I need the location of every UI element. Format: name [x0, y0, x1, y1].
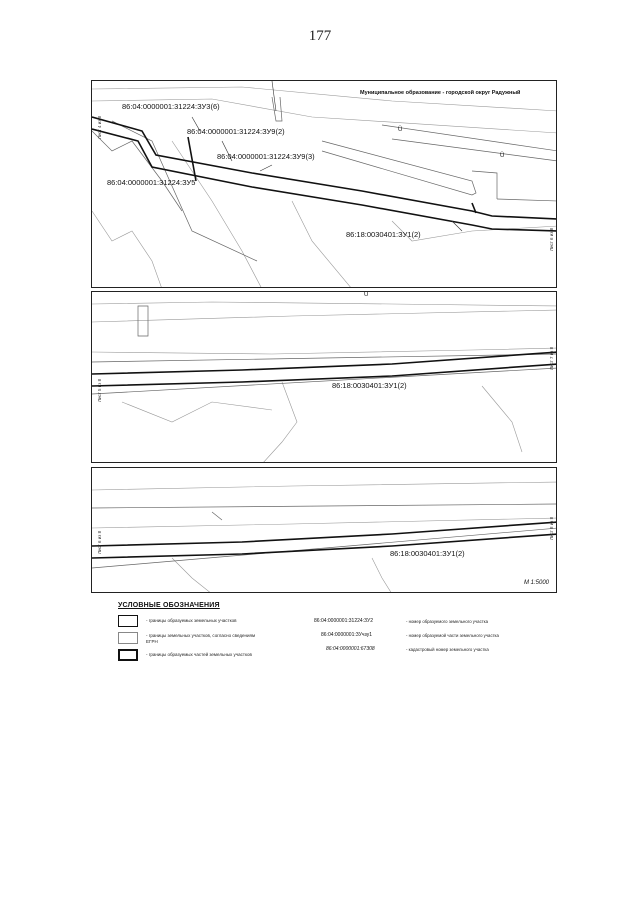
parcel-boundary-line — [92, 482, 557, 490]
legend-title: УСЛОВНЫЕ ОБОЗНАЧЕНИЯ — [118, 602, 220, 609]
parcel-boundary-line — [92, 211, 162, 288]
parcel-boundary-line — [482, 386, 522, 452]
map-header: Муниципальное образование - городской округ Радужный — [360, 90, 521, 96]
legend-item: - границы образуемых земельных участков — [146, 618, 237, 623]
egrn-boundary — [272, 97, 282, 121]
sheet-side-label-right: Лист 7 из 8 — [549, 346, 554, 370]
map-panel-2 — [91, 291, 557, 463]
map-drawing-3 — [92, 468, 557, 593]
parcel-boundary-line — [92, 310, 557, 322]
leader-line — [260, 165, 272, 171]
map-scale: М 1:5000 — [524, 580, 550, 586]
map-panel-3 — [91, 467, 557, 593]
sheet-side-label-right: Лист 6 из 8 — [549, 227, 554, 251]
parcel-boundary-line — [122, 402, 272, 422]
egrn-boundary — [92, 504, 557, 508]
legend-code: 86:04:0000001:67308 — [326, 646, 375, 652]
legend-swatch-egrn — [118, 632, 138, 644]
map-mark: Ü — [364, 292, 369, 298]
legend-item: - границы земельных участков, согласно сведениям ЕГРН — [146, 633, 256, 645]
legend-code-desc: - кадастровый номер земельного участка — [406, 647, 489, 652]
sheet-side-label-right: Лист 8 из 8 — [549, 516, 554, 540]
legend-code: 86:04:0000001:ЗУчзу1 — [321, 632, 373, 638]
legend-code: 86:04:0000001:31224:ЗУ2 — [314, 618, 373, 624]
page-number: 177 — [308, 28, 332, 44]
parcel-label: 86:18:0030401:ЗУ1(2) — [346, 230, 421, 239]
egrn-boundary — [92, 528, 557, 568]
egrn-boundary — [497, 199, 557, 201]
egrn-boundary — [392, 139, 557, 161]
map-mark: Ü — [500, 153, 505, 159]
legend-item: - границы образуемых частей земельных участков — [146, 652, 252, 657]
map-panel-1 — [91, 80, 557, 288]
egrn-boundary — [322, 141, 476, 195]
legend-code-desc: - номер образуемого земельного участка — [406, 619, 489, 624]
parcel-boundary-line — [262, 382, 297, 463]
parcel-label: 86:04:0000001:31224:ЗУ3(6) — [122, 102, 220, 111]
parcel-boundary-line — [372, 558, 392, 593]
egrn-boundary — [472, 171, 497, 199]
road-line — [92, 117, 557, 219]
legend-code-desc: - номер образуемой части земельного участка — [406, 633, 499, 638]
parcel-boundary-line — [172, 141, 262, 288]
map-drawing-2 — [92, 292, 557, 463]
egrn-boundary — [138, 306, 148, 336]
parcel-label: 86:04:0000001:31224:ЗУ9(3) — [217, 152, 315, 161]
parcel-boundary-line — [292, 201, 352, 288]
parcel-boundary-line — [92, 348, 557, 354]
egrn-boundary — [382, 125, 557, 151]
parcel-label: 86:18:0030401:ЗУ1(2) — [390, 549, 465, 558]
parcel-label: 86:18:0030401:ЗУ1(2) — [332, 381, 407, 390]
egrn-boundary — [212, 512, 222, 520]
parcel-boundary-line — [172, 558, 212, 593]
parcel-boundary-line — [92, 302, 557, 306]
sheet-side-label-left: Лист 5 из 8 — [97, 378, 102, 402]
sheet-side-label-left: Лист 6 из 8 — [97, 530, 102, 554]
legend-swatch-formed — [118, 615, 138, 627]
leader-line — [272, 81, 276, 111]
sheet-side-label-left: Лист 4 из 8 — [97, 115, 102, 139]
map-mark: Ü — [398, 127, 403, 133]
legend-swatch-part — [118, 649, 138, 661]
egrn-boundary — [92, 354, 557, 362]
parcel-label: 86:04:0000001:31224:ЗУ9(2) — [187, 127, 285, 136]
parcel-label: 86:04:0000001:31224:ЗУ5 — [107, 178, 196, 187]
